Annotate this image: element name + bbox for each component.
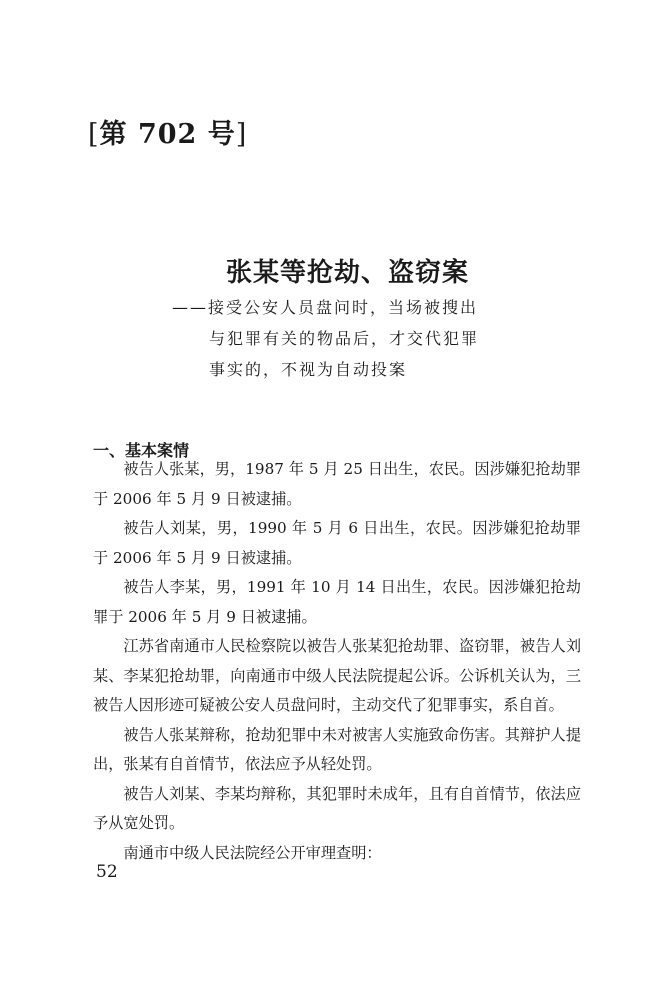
subtitle-line: 事实的，不视为自动投案	[209, 360, 408, 379]
case-subtitle	[172, 292, 532, 385]
paragraph: 被告人李某，男，1991 年 10 月 14 日出生，农民。因涉嫌犯抢劫罪于 2006 年 5 月 9 日被逮捕。	[93, 578, 581, 626]
case-title: 张某等抢劫、盗窃案	[226, 258, 470, 288]
section-heading: 一、基本案情	[93, 441, 190, 460]
case-number-open-bracket: [	[88, 119, 100, 150]
page-number: 52	[96, 862, 118, 882]
case-number	[88, 112, 247, 151]
paragraph: 江苏省南通市人民检察院以被告人张某犯抢劫罪、盗窃罪，被告人刘某、李某犯抢劫罪，向南通市中级人民法院提起公诉。公诉机关认为，三被告人因形迹可疑被公安人员盘问时，主动交代了犯罪事实，系自首。	[93, 637, 581, 714]
paragraph: 被告人张某，男，1987 年 5 月 25 日出生，农民。因涉嫌犯抢劫罪于 2006 年 5 月 9 日被逮捕。	[93, 460, 581, 508]
paragraph: 南通市中级人民法院经公开审理查明：	[123, 843, 382, 862]
paragraph: 被告人张某辩称，抢劫犯罪中未对被害人实施致命伤害。其辩护人提出，张某有自首情节，依法应予从轻处罚。	[93, 725, 581, 773]
case-number-close-bracket: ]	[235, 119, 248, 150]
case-number-label: 第 702 号	[99, 119, 236, 150]
subtitle-line: ——接受公安人员盘问时，当场被搜出	[172, 298, 479, 317]
subtitle-line: 与犯罪有关的物品后，才交代犯罪	[209, 329, 480, 348]
paragraph: 被告人刘某、李某均辩称，其犯罪时未成年，且有自首情节，依法应予从宽处罚。	[93, 784, 581, 832]
case-body	[93, 455, 581, 868]
paragraph: 被告人刘某，男，1990 年 5 月 6 日出生，农民。因涉嫌犯抢劫罪于 2006 年 5 月 9 日被逮捕。	[93, 519, 581, 567]
